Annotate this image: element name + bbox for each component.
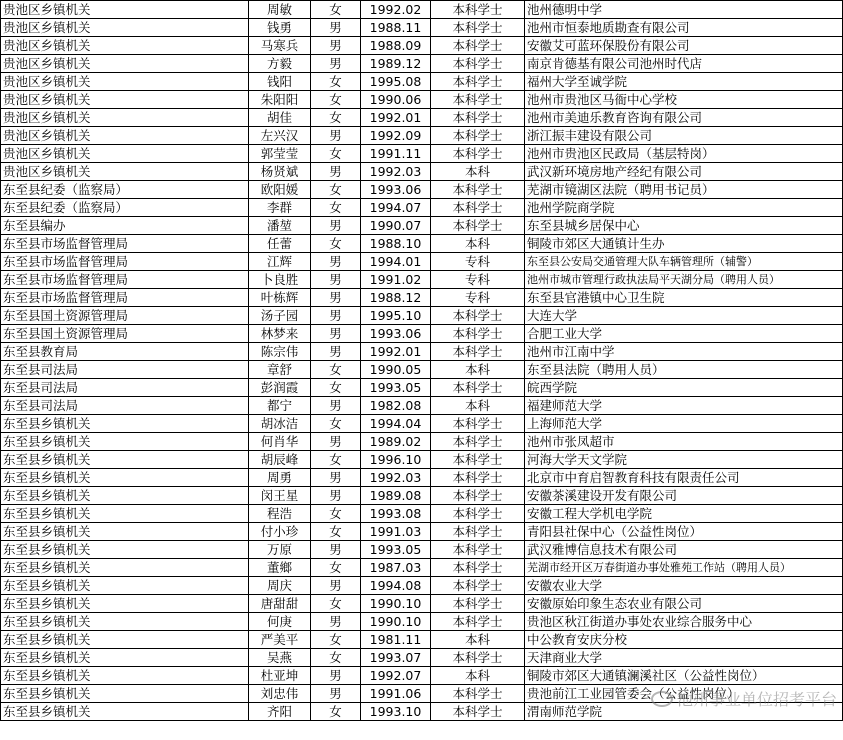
table-row bbox=[1, 343, 843, 361]
gender-cell: 男 bbox=[311, 19, 361, 37]
gender-cell: 男 bbox=[311, 163, 361, 181]
birth-date-cell: 1990.10 bbox=[361, 595, 431, 613]
unit-cell: 东至县司法局 bbox=[1, 379, 249, 397]
name-cell: 杨贤斌 bbox=[249, 163, 311, 181]
birth-date-cell: 1990.10 bbox=[361, 613, 431, 631]
table-row bbox=[1, 307, 843, 325]
workplace-cell: 东至县官港镇中心卫生院 bbox=[525, 289, 843, 307]
gender-cell: 男 bbox=[311, 541, 361, 559]
workplace-cell: 贵池区秋江街道办事处农业综合服务中心 bbox=[525, 613, 843, 631]
table-row bbox=[1, 667, 843, 685]
gender-cell: 男 bbox=[311, 37, 361, 55]
name-cell: 陈宗伟 bbox=[249, 343, 311, 361]
unit-cell: 贵池区乡镇机关 bbox=[1, 109, 249, 127]
table-row bbox=[1, 433, 843, 451]
education-cell: 本科学士 bbox=[431, 109, 525, 127]
gender-cell: 女 bbox=[311, 145, 361, 163]
name-cell: 李群 bbox=[249, 199, 311, 217]
birth-date-cell: 1990.05 bbox=[361, 361, 431, 379]
education-cell: 本科学士 bbox=[431, 487, 525, 505]
workplace-cell: 合肥工业大学 bbox=[525, 325, 843, 343]
unit-cell: 贵池区乡镇机关 bbox=[1, 73, 249, 91]
education-cell: 本科学士 bbox=[431, 181, 525, 199]
gender-cell: 男 bbox=[311, 667, 361, 685]
table-row bbox=[1, 703, 843, 721]
birth-date-cell: 1992.03 bbox=[361, 469, 431, 487]
education-cell: 专科 bbox=[431, 289, 525, 307]
workplace-cell: 安徽工程大学机电学院 bbox=[525, 505, 843, 523]
table-row bbox=[1, 289, 843, 307]
workplace-cell: 武汉雅博信息技术有限公司 bbox=[525, 541, 843, 559]
education-cell: 本科学士 bbox=[431, 415, 525, 433]
unit-cell: 东至县乡镇机关 bbox=[1, 469, 249, 487]
unit-cell: 贵池区乡镇机关 bbox=[1, 19, 249, 37]
gender-cell: 男 bbox=[311, 613, 361, 631]
workplace-cell: 浙江振丰建设有限公司 bbox=[525, 127, 843, 145]
unit-cell: 东至县乡镇机关 bbox=[1, 595, 249, 613]
gender-cell: 女 bbox=[311, 523, 361, 541]
name-cell: 朱阳阳 bbox=[249, 91, 311, 109]
watermark-text: 池州事业单位招考平台 bbox=[676, 690, 837, 709]
gender-cell: 男 bbox=[311, 469, 361, 487]
name-cell: 卜良胜 bbox=[249, 271, 311, 289]
gender-cell: 女 bbox=[311, 703, 361, 721]
name-cell: 杜亚坤 bbox=[249, 667, 311, 685]
unit-cell: 东至县编办 bbox=[1, 217, 249, 235]
education-cell: 专科 bbox=[431, 253, 525, 271]
table-row bbox=[1, 505, 843, 523]
table-body bbox=[1, 1, 843, 721]
table-row bbox=[1, 469, 843, 487]
table-row bbox=[1, 487, 843, 505]
birth-date-cell: 1996.10 bbox=[361, 451, 431, 469]
education-cell: 本科学士 bbox=[431, 325, 525, 343]
workplace-cell: 大连大学 bbox=[525, 307, 843, 325]
workplace-cell: 池州市江南中学 bbox=[525, 343, 843, 361]
name-cell: 闵王星 bbox=[249, 487, 311, 505]
education-cell: 本科学士 bbox=[431, 613, 525, 631]
name-cell: 欧阳媛 bbox=[249, 181, 311, 199]
unit-cell: 东至县国土资源管理局 bbox=[1, 325, 249, 343]
unit-cell: 贵池区乡镇机关 bbox=[1, 163, 249, 181]
table-row bbox=[1, 217, 843, 235]
table-row bbox=[1, 73, 843, 91]
unit-cell: 东至县乡镇机关 bbox=[1, 667, 249, 685]
table-row bbox=[1, 541, 843, 559]
education-cell: 本科学士 bbox=[431, 433, 525, 451]
workplace-cell: 安徽原始印象生态农业有限公司 bbox=[525, 595, 843, 613]
education-cell: 本科学士 bbox=[431, 91, 525, 109]
table-row bbox=[1, 55, 843, 73]
unit-cell: 东至县乡镇机关 bbox=[1, 631, 249, 649]
birth-date-cell: 1988.11 bbox=[361, 19, 431, 37]
table-row bbox=[1, 163, 843, 181]
unit-cell: 贵池区乡镇机关 bbox=[1, 1, 249, 19]
unit-cell: 东至县国土资源管理局 bbox=[1, 307, 249, 325]
workplace-cell: 安徽茶溪建设开发有限公司 bbox=[525, 487, 843, 505]
education-cell: 本科学士 bbox=[431, 19, 525, 37]
education-cell: 本科学士 bbox=[431, 1, 525, 19]
birth-date-cell: 1993.05 bbox=[361, 379, 431, 397]
gender-cell: 男 bbox=[311, 433, 361, 451]
unit-cell: 贵池区乡镇机关 bbox=[1, 127, 249, 145]
unit-cell: 东至县司法局 bbox=[1, 361, 249, 379]
gender-cell: 男 bbox=[311, 55, 361, 73]
gender-cell: 女 bbox=[311, 631, 361, 649]
workplace-cell: 东至县法院（聘用人员） bbox=[525, 361, 843, 379]
table-row bbox=[1, 397, 843, 415]
name-cell: 郭莹莹 bbox=[249, 145, 311, 163]
unit-cell: 东至县乡镇机关 bbox=[1, 703, 249, 721]
workplace-cell: 安徽农业大学 bbox=[525, 577, 843, 595]
name-cell: 潘堃 bbox=[249, 217, 311, 235]
gender-cell: 女 bbox=[311, 505, 361, 523]
table-row bbox=[1, 325, 843, 343]
education-cell: 本科学士 bbox=[431, 307, 525, 325]
education-cell: 本科 bbox=[431, 631, 525, 649]
education-cell: 本科学士 bbox=[431, 577, 525, 595]
education-cell: 本科学士 bbox=[431, 55, 525, 73]
birth-date-cell: 1993.10 bbox=[361, 703, 431, 721]
unit-cell: 东至县市场监督管理局 bbox=[1, 289, 249, 307]
gender-cell: 男 bbox=[311, 325, 361, 343]
name-cell: 林梦来 bbox=[249, 325, 311, 343]
workplace-cell: 上海师范大学 bbox=[525, 415, 843, 433]
birth-date-cell: 1991.06 bbox=[361, 685, 431, 703]
birth-date-cell: 1992.01 bbox=[361, 343, 431, 361]
table-row bbox=[1, 127, 843, 145]
unit-cell: 东至县乡镇机关 bbox=[1, 451, 249, 469]
birth-date-cell: 1994.04 bbox=[361, 415, 431, 433]
birth-date-cell: 1991.11 bbox=[361, 145, 431, 163]
name-cell: 何庚 bbox=[249, 613, 311, 631]
education-cell: 本科 bbox=[431, 361, 525, 379]
education-cell: 本科学士 bbox=[431, 595, 525, 613]
gender-cell: 女 bbox=[311, 595, 361, 613]
birth-date-cell: 1989.08 bbox=[361, 487, 431, 505]
name-cell: 胡佳 bbox=[249, 109, 311, 127]
education-cell: 本科 bbox=[431, 667, 525, 685]
education-cell: 本科学士 bbox=[431, 379, 525, 397]
gender-cell: 女 bbox=[311, 73, 361, 91]
workplace-cell: 铜陵市郊区大通镇计生办 bbox=[525, 235, 843, 253]
education-cell: 本科学士 bbox=[431, 541, 525, 559]
table-row bbox=[1, 1, 843, 19]
gender-cell: 女 bbox=[311, 415, 361, 433]
unit-cell: 东至县乡镇机关 bbox=[1, 505, 249, 523]
name-cell: 马寒兵 bbox=[249, 37, 311, 55]
birth-date-cell: 1992.09 bbox=[361, 127, 431, 145]
birth-date-cell: 1988.09 bbox=[361, 37, 431, 55]
workplace-cell: 池州市城市管理行政执法局平天湖分局（聘用人员） bbox=[525, 271, 843, 289]
name-cell: 胡冰洁 bbox=[249, 415, 311, 433]
workplace-cell: 芜湖市镜湖区法院（聘用书记员） bbox=[525, 181, 843, 199]
name-cell: 江辉 bbox=[249, 253, 311, 271]
workplace-cell: 中公教育安庆分校 bbox=[525, 631, 843, 649]
name-cell: 章舒 bbox=[249, 361, 311, 379]
education-cell: 本科学士 bbox=[431, 685, 525, 703]
birth-date-cell: 1994.07 bbox=[361, 199, 431, 217]
birth-date-cell: 1991.02 bbox=[361, 271, 431, 289]
name-cell: 程浩 bbox=[249, 505, 311, 523]
unit-cell: 东至县纪委（监察局） bbox=[1, 181, 249, 199]
education-cell: 本科学士 bbox=[431, 523, 525, 541]
birth-date-cell: 1989.12 bbox=[361, 55, 431, 73]
birth-date-cell: 1992.02 bbox=[361, 1, 431, 19]
workplace-cell: 北京市中育启智教育科技有限责任公司 bbox=[525, 469, 843, 487]
unit-cell: 东至县乡镇机关 bbox=[1, 541, 249, 559]
name-cell: 方毅 bbox=[249, 55, 311, 73]
gender-cell: 男 bbox=[311, 271, 361, 289]
workplace-cell: 武汉新环境房地产经纪有限公司 bbox=[525, 163, 843, 181]
table-row bbox=[1, 361, 843, 379]
name-cell: 万原 bbox=[249, 541, 311, 559]
unit-cell: 东至县乡镇机关 bbox=[1, 577, 249, 595]
table-row bbox=[1, 37, 843, 55]
table-row bbox=[1, 379, 843, 397]
unit-cell: 东至县司法局 bbox=[1, 397, 249, 415]
birth-date-cell: 1993.06 bbox=[361, 325, 431, 343]
workplace-cell: 东至县公安局交通管理大队车辆管理所（辅警） bbox=[525, 253, 843, 271]
gender-cell: 男 bbox=[311, 343, 361, 361]
workplace-cell: 池州学院商学院 bbox=[525, 199, 843, 217]
gender-cell: 男 bbox=[311, 487, 361, 505]
workplace-cell: 池州市恒泰地质勘查有限公司 bbox=[525, 19, 843, 37]
name-cell: 吴燕 bbox=[249, 649, 311, 667]
birth-date-cell: 1981.11 bbox=[361, 631, 431, 649]
name-cell: 左兴汉 bbox=[249, 127, 311, 145]
gender-cell: 女 bbox=[311, 649, 361, 667]
table-row bbox=[1, 181, 843, 199]
gender-cell: 女 bbox=[311, 199, 361, 217]
unit-cell: 东至县乡镇机关 bbox=[1, 649, 249, 667]
unit-cell: 东至县纪委（监察局） bbox=[1, 199, 249, 217]
gender-cell: 女 bbox=[311, 181, 361, 199]
gender-cell: 男 bbox=[311, 307, 361, 325]
education-cell: 本科 bbox=[431, 163, 525, 181]
birth-date-cell: 1991.03 bbox=[361, 523, 431, 541]
birth-date-cell: 1993.05 bbox=[361, 541, 431, 559]
workplace-cell: 池州市贵池区马衙中心学校 bbox=[525, 91, 843, 109]
name-cell: 董鄉 bbox=[249, 559, 311, 577]
birth-date-cell: 1993.07 bbox=[361, 649, 431, 667]
gender-cell: 男 bbox=[311, 253, 361, 271]
table-row bbox=[1, 199, 843, 217]
workplace-cell: 渭南师范学院 bbox=[525, 703, 843, 721]
workplace-cell: 福州大学至诚学院 bbox=[525, 73, 843, 91]
birth-date-cell: 1994.01 bbox=[361, 253, 431, 271]
workplace-cell: 福建师范大学 bbox=[525, 397, 843, 415]
gender-cell: 男 bbox=[311, 217, 361, 235]
unit-cell: 东至县乡镇机关 bbox=[1, 559, 249, 577]
birth-date-cell: 1990.07 bbox=[361, 217, 431, 235]
table-row bbox=[1, 685, 843, 703]
name-cell: 都宁 bbox=[249, 397, 311, 415]
unit-cell: 东至县乡镇机关 bbox=[1, 613, 249, 631]
workplace-cell: 安徽艾可蓝环保股份有限公司 bbox=[525, 37, 843, 55]
name-cell: 刘忠伟 bbox=[249, 685, 311, 703]
birth-date-cell: 1994.08 bbox=[361, 577, 431, 595]
name-cell: 严美平 bbox=[249, 631, 311, 649]
name-cell: 钱阳 bbox=[249, 73, 311, 91]
workplace-cell: 池州市张凤超市 bbox=[525, 433, 843, 451]
table-row bbox=[1, 613, 843, 631]
gender-cell: 男 bbox=[311, 577, 361, 595]
unit-cell: 贵池区乡镇机关 bbox=[1, 91, 249, 109]
table-row bbox=[1, 595, 843, 613]
education-cell: 本科学士 bbox=[431, 559, 525, 577]
gender-cell: 女 bbox=[311, 109, 361, 127]
name-cell: 唐甜甜 bbox=[249, 595, 311, 613]
name-cell: 周敏 bbox=[249, 1, 311, 19]
birth-date-cell: 1992.01 bbox=[361, 109, 431, 127]
name-cell: 何肖华 bbox=[249, 433, 311, 451]
workplace-cell: 贵池前江工业园管委会（公益性岗位） bbox=[525, 685, 843, 703]
education-cell: 本科学士 bbox=[431, 469, 525, 487]
unit-cell: 东至县乡镇机关 bbox=[1, 685, 249, 703]
unit-cell: 东至县教育局 bbox=[1, 343, 249, 361]
unit-cell: 贵池区乡镇机关 bbox=[1, 37, 249, 55]
education-cell: 本科学士 bbox=[431, 505, 525, 523]
unit-cell: 贵池区乡镇机关 bbox=[1, 145, 249, 163]
gender-cell: 男 bbox=[311, 685, 361, 703]
table-row bbox=[1, 235, 843, 253]
gender-cell: 女 bbox=[311, 1, 361, 19]
unit-cell: 东至县市场监督管理局 bbox=[1, 271, 249, 289]
birth-date-cell: 1995.08 bbox=[361, 73, 431, 91]
education-cell: 本科学士 bbox=[431, 145, 525, 163]
birth-date-cell: 1992.03 bbox=[361, 163, 431, 181]
workplace-cell: 青阳县社保中心（公益性岗位） bbox=[525, 523, 843, 541]
birth-date-cell: 1992.07 bbox=[361, 667, 431, 685]
unit-cell: 东至县市场监督管理局 bbox=[1, 253, 249, 271]
unit-cell: 贵池区乡镇机关 bbox=[1, 55, 249, 73]
unit-cell: 东至县乡镇机关 bbox=[1, 487, 249, 505]
education-cell: 专科 bbox=[431, 271, 525, 289]
gender-cell: 男 bbox=[311, 127, 361, 145]
unit-cell: 东至县乡镇机关 bbox=[1, 433, 249, 451]
birth-date-cell: 1987.03 bbox=[361, 559, 431, 577]
workplace-cell: 皖西学院 bbox=[525, 379, 843, 397]
education-cell: 本科学士 bbox=[431, 127, 525, 145]
table-row bbox=[1, 649, 843, 667]
gender-cell: 女 bbox=[311, 559, 361, 577]
unit-cell: 东至县乡镇机关 bbox=[1, 523, 249, 541]
table-row bbox=[1, 559, 843, 577]
birth-date-cell: 1988.10 bbox=[361, 235, 431, 253]
workplace-cell: 南京肯德基有限公司池州时代店 bbox=[525, 55, 843, 73]
name-cell: 付小珍 bbox=[249, 523, 311, 541]
education-cell: 本科 bbox=[431, 397, 525, 415]
name-cell: 胡辰峰 bbox=[249, 451, 311, 469]
education-cell: 本科学士 bbox=[431, 451, 525, 469]
birth-date-cell: 1990.06 bbox=[361, 91, 431, 109]
gender-cell: 女 bbox=[311, 91, 361, 109]
workplace-cell: 池州市贵池区民政局（基层特岗） bbox=[525, 145, 843, 163]
education-cell: 本科学士 bbox=[431, 37, 525, 55]
name-cell: 汤子园 bbox=[249, 307, 311, 325]
education-cell: 本科 bbox=[431, 235, 525, 253]
education-cell: 本科学士 bbox=[431, 199, 525, 217]
education-cell: 本科学士 bbox=[431, 703, 525, 721]
table-row bbox=[1, 253, 843, 271]
table-row bbox=[1, 19, 843, 37]
gender-cell: 女 bbox=[311, 361, 361, 379]
education-cell: 本科学士 bbox=[431, 343, 525, 361]
table-row bbox=[1, 271, 843, 289]
unit-cell: 东至县乡镇机关 bbox=[1, 415, 249, 433]
birth-date-cell: 1988.12 bbox=[361, 289, 431, 307]
birth-date-cell: 1995.10 bbox=[361, 307, 431, 325]
gender-cell: 女 bbox=[311, 451, 361, 469]
gender-cell: 男 bbox=[311, 289, 361, 307]
gender-cell: 女 bbox=[311, 379, 361, 397]
education-cell: 本科学士 bbox=[431, 73, 525, 91]
table-row bbox=[1, 145, 843, 163]
workplace-cell: 池州德明中学 bbox=[525, 1, 843, 19]
table-row bbox=[1, 451, 843, 469]
name-cell: 叶栋辉 bbox=[249, 289, 311, 307]
name-cell: 任蕾 bbox=[249, 235, 311, 253]
table-row bbox=[1, 91, 843, 109]
workplace-cell: 铜陵市郊区大通镇澜溪社区（公益性岗位） bbox=[525, 667, 843, 685]
workplace-cell: 东至县城乡居保中心 bbox=[525, 217, 843, 235]
workplace-cell: 河海大学天文学院 bbox=[525, 451, 843, 469]
birth-date-cell: 1982.08 bbox=[361, 397, 431, 415]
education-cell: 本科学士 bbox=[431, 649, 525, 667]
gender-cell: 男 bbox=[311, 397, 361, 415]
workplace-cell: 芜湖市经开区万春街道办事处雅苑工作站（聘用人员） bbox=[525, 559, 843, 577]
name-cell: 周勇 bbox=[249, 469, 311, 487]
name-cell: 周庆 bbox=[249, 577, 311, 595]
birth-date-cell: 1993.08 bbox=[361, 505, 431, 523]
unit-cell: 东至县市场监督管理局 bbox=[1, 235, 249, 253]
education-cell: 本科学士 bbox=[431, 217, 525, 235]
table-row bbox=[1, 577, 843, 595]
table-row bbox=[1, 109, 843, 127]
name-cell: 彭润霞 bbox=[249, 379, 311, 397]
table-row bbox=[1, 523, 843, 541]
table-row bbox=[1, 631, 843, 649]
table-row bbox=[1, 415, 843, 433]
birth-date-cell: 1989.02 bbox=[361, 433, 431, 451]
gender-cell: 女 bbox=[311, 235, 361, 253]
name-cell: 齐阳 bbox=[249, 703, 311, 721]
workplace-cell: 天津商业大学 bbox=[525, 649, 843, 667]
name-cell: 钱勇 bbox=[249, 19, 311, 37]
workplace-cell: 池州市美迪乐教育咨询有限公司 bbox=[525, 109, 843, 127]
birth-date-cell: 1993.06 bbox=[361, 181, 431, 199]
